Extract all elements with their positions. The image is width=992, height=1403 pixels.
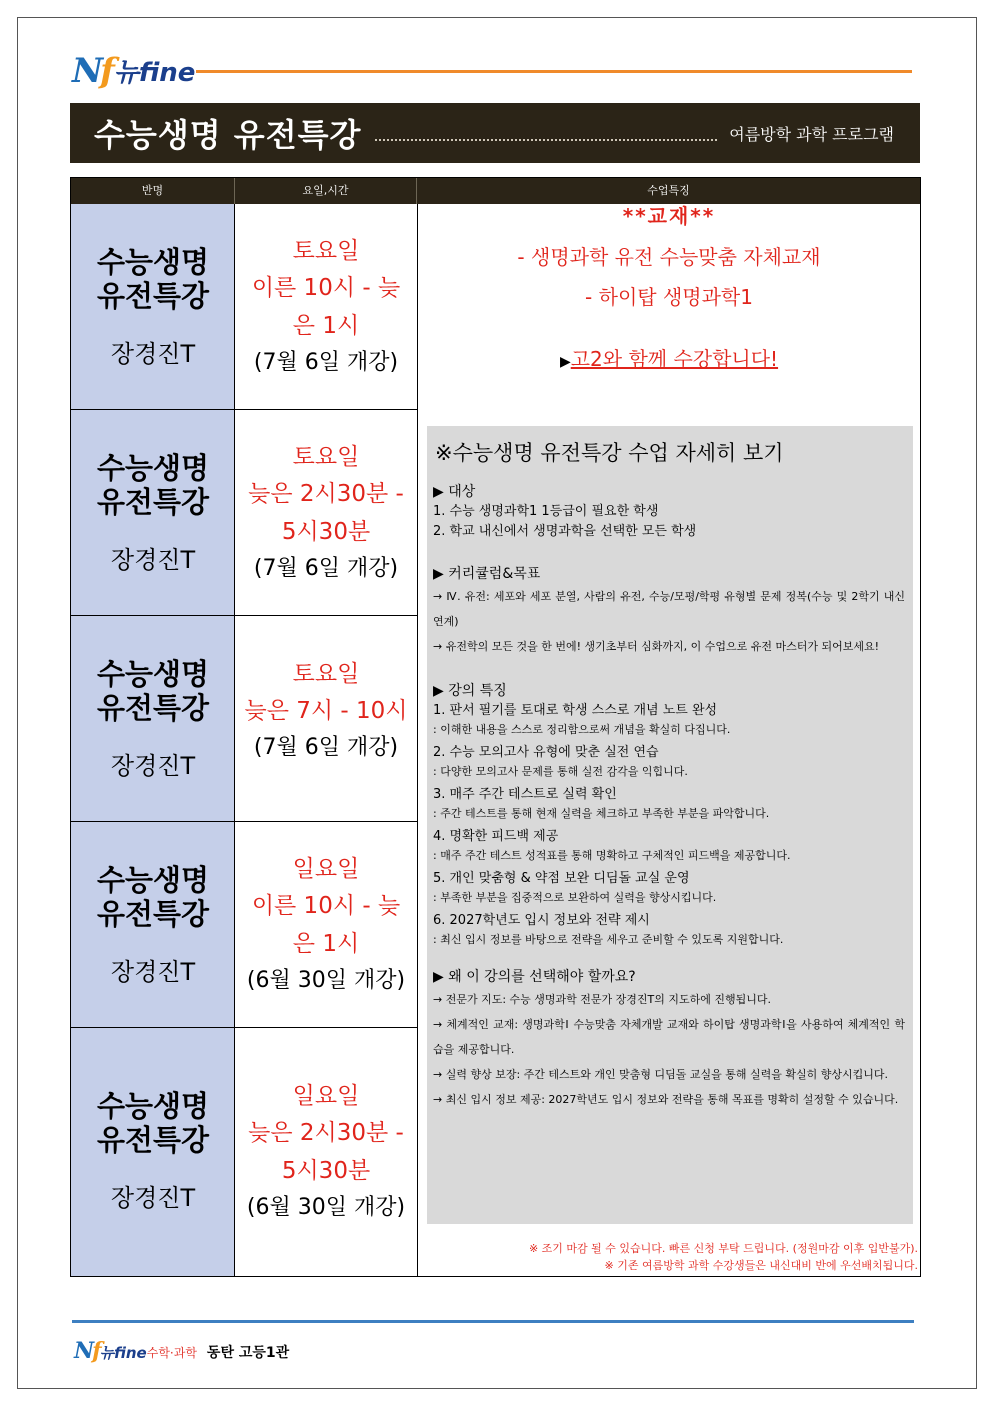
class-cell (71, 616, 235, 822)
footer-logo-mark: Nf (74, 1338, 100, 1364)
class-day: 일요일 (292, 1083, 360, 1109)
feature-title: 6. 2027학년도 입시 정보와 전략 제시 (433, 913, 650, 928)
priority-warning: ※ 기존 여름방학 과학 수강생들은 내신대비 반에 우선배치됩니다. (604, 1259, 918, 1272)
class-hours: 이른 10시 - 늦은 1시 (251, 274, 401, 339)
class-start-date: (7월 6일 개강) (253, 555, 399, 581)
class-name-line2: 유전특강 (96, 485, 210, 519)
curriculum-item: → Ⅳ. 유전: 세포와 세포 분열, 사람의 유전, 수능/모평/학평 유형별 문제 정복(수능 및 2학기 내신 연계) (433, 590, 905, 628)
feature-note: : 이해한 내용을 스스로 정리함으로써 개념을 확실히 다집니다. (433, 723, 731, 736)
curriculum-item: → 유전학의 모든 것을 한 번에! 생기초부터 심화까지, 이 수업으로 유전 마스터가 되어보세요! (433, 640, 880, 653)
class-name-line2: 유전특강 (96, 279, 210, 313)
class-name-line2: 유전특강 (96, 1123, 210, 1157)
textbook-section (418, 205, 920, 382)
class-hours: 늦은 7시 - 10시 (244, 698, 408, 724)
features-heading: ▶ 강의 특징 (433, 683, 507, 699)
class-cell (71, 1028, 235, 1276)
class-cell (71, 822, 235, 1028)
curriculum-heading: ▶ 커리큘럼&목표 (433, 566, 541, 582)
why-item: → 실력 향상 보장: 주간 테스트와 개인 맞춤형 디딤돌 교실을 통해 실력을 확실히 향상시킵니다. (433, 1068, 889, 1081)
logo-text: 뉴fine (113, 58, 196, 88)
class-name-line1: 수능생명 (96, 1089, 210, 1123)
header-divider (196, 70, 912, 73)
target-item: 1. 수능 생명과학1 1등급이 필요한 학생 (433, 504, 659, 519)
joint-class-text: 고2와 함께 수강합니다! (570, 347, 779, 371)
course-detail-box (427, 426, 913, 1224)
class-start-date: (6월 30일 개강) (246, 967, 406, 993)
class-day: 토요일 (292, 443, 360, 470)
logo-mark: Nf (72, 51, 112, 91)
table-header (71, 178, 920, 204)
class-name-line1: 수능생명 (96, 863, 210, 897)
brand-logo (72, 48, 196, 91)
header-features: 수업특징 (647, 184, 690, 197)
header-day-time: 요일,시간 (235, 178, 417, 204)
table-row (71, 204, 418, 410)
footer-brand-name: 뉴fine (99, 1344, 147, 1362)
class-hours: 늦은 2시30분 - 5시30분 (248, 1120, 404, 1184)
feature-title: 5. 개인 맞춤형 & 약점 보완 디딤돌 교실 운영 (433, 871, 690, 886)
target-item: 2. 학교 내신에서 생명과학을 선택한 모든 학생 (433, 524, 697, 539)
table-row (71, 410, 418, 616)
teacher-name: 장경진T (110, 340, 196, 368)
feature-note: : 부족한 부분을 집중적으로 보완하여 실력을 향상시킵니다. (433, 891, 717, 904)
header-class-name: 반명 (71, 178, 235, 204)
time-cell (235, 822, 418, 1028)
table-row (71, 616, 418, 822)
textbook-item: - 하이탑 생명과학1 (585, 285, 753, 309)
time-cell (235, 410, 418, 616)
class-day: 토요일 (292, 237, 360, 264)
class-hours: 이른 10시 - 늦은 1시 (251, 892, 401, 957)
feature-title: 3. 매주 주간 테스트로 실력 확인 (433, 787, 617, 802)
early-close-warning: ※ 조기 마감 될 수 있습니다. 빠른 신청 부탁 드립니다. (정원마감 이후 입반불가). (528, 1242, 918, 1255)
joint-class-notice (418, 339, 920, 382)
feature-title: 4. 명확한 피드백 제공 (433, 829, 559, 844)
feature-note: : 주간 테스트를 통해 현재 실력을 체크하고 부족한 부분을 파악합니다. (433, 807, 770, 820)
schedule-table (70, 177, 921, 1277)
footer-subject: 수학·과학 (146, 1346, 197, 1360)
class-day: 토요일 (292, 661, 360, 687)
teacher-name: 장경진T (110, 1184, 196, 1212)
class-name-line2: 유전특강 (96, 897, 210, 931)
footer-divider (72, 1320, 914, 1323)
feature-note: : 최신 입시 정보를 바탕으로 전략을 세우고 준비할 수 있도록 지원합니다. (433, 933, 784, 946)
class-start-date: (6월 30일 개강) (246, 1195, 406, 1220)
time-cell (235, 616, 418, 822)
class-hours: 늦은 2시30분 - 5시30분 (248, 480, 404, 545)
table-row (71, 822, 418, 1028)
class-name-line1: 수능생명 (96, 245, 210, 279)
feature-title: 2. 수능 모의고사 유형에 맞춘 실전 연습 (433, 745, 659, 760)
time-cell (235, 1028, 418, 1276)
teacher-name: 장경진T (110, 958, 196, 986)
footer-branch: 동탄 고등1관 (206, 1345, 290, 1361)
why-heading: ▶ 왜 이 강의를 선택해야 할까요? (433, 969, 636, 985)
teacher-name: 장경진T (110, 752, 196, 780)
detail-title: ※수능생명 유전특강 수업 자세히 보기 (435, 441, 784, 465)
class-name-line1: 수능생명 (96, 451, 210, 485)
time-cell (235, 204, 418, 410)
why-item: → 전문가 지도: 수능 생명과학 전문가 장경진T의 지도하에 진행됩니다. (433, 993, 772, 1006)
feature-title: 1. 판서 필기를 토대로 학생 스스로 개념 노트 완성 (433, 703, 718, 718)
title-banner (70, 103, 920, 163)
target-heading: ▶ 대상 (433, 484, 476, 500)
class-name-line2: 유전특강 (96, 691, 210, 725)
class-name-line1: 수능생명 (96, 657, 210, 691)
textbook-item: - 생명과학 유전 수능맞춤 자체교재 (517, 245, 821, 269)
class-start-date: (7월 6일 개강) (253, 349, 399, 375)
program-subtitle: 여름방학 과학 프로그램 (729, 124, 894, 144)
textbook-heading: **교재** (622, 204, 716, 228)
table-row (71, 1028, 418, 1276)
why-item: → 체계적인 교재: 생명과학Ⅰ 수능맞춤 자체개발 교재와 하이탑 생명과학Ⅰ을 사용하여 체계적인 학습을 제공합니다. (433, 1018, 905, 1056)
class-day: 일요일 (292, 855, 360, 882)
class-cell (71, 204, 235, 410)
footer-brand (74, 1337, 289, 1363)
page-title: 수능생명 유전특강 (94, 116, 362, 154)
feature-note: : 다양한 모의고사 문제를 통해 실전 감각을 익힙니다. (433, 765, 688, 778)
teacher-name: 장경진T (110, 546, 196, 574)
class-cell (71, 410, 235, 616)
triangle-right-icon: ▶ (559, 354, 571, 370)
dotted-leader (375, 139, 717, 141)
class-start-date: (7월 6일 개강) (253, 735, 399, 760)
feature-note: : 매주 주간 테스트 성적표를 통해 명확하고 구체적인 피드백을 제공합니다. (433, 849, 791, 862)
why-item: → 최신 입시 정보 제공: 2027학년도 입시 정보와 전략을 통해 목표를 명확히 설정할 수 있습니다. (433, 1093, 899, 1106)
